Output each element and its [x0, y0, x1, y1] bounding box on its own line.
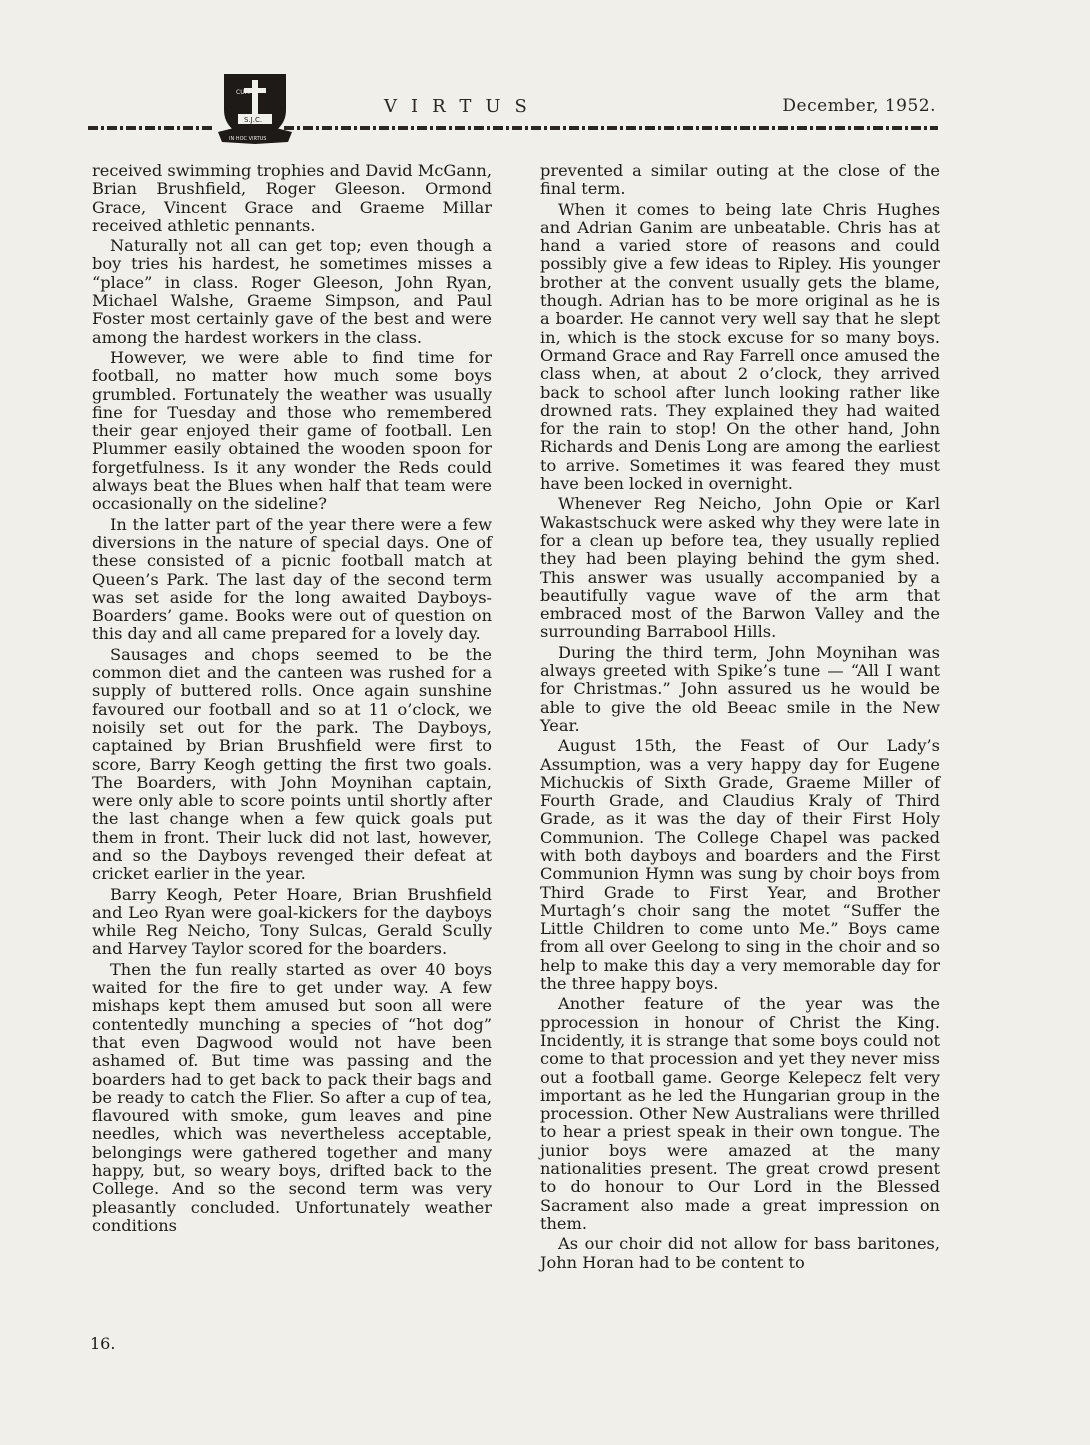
- header-rule-left: [88, 126, 212, 130]
- svg-text:S.J.C.: S.J.C.: [244, 116, 263, 124]
- page-number: 16.: [90, 1334, 116, 1353]
- paragraph: Then the fun really started as over 40 boys waited for the fire to get under way. A few mishaps kept them amused but soon all were contentedly munching a species of “hot dog” that even Dagwood would not have been ashamed of. But time was passing and the boarders had to get back to pack their bags and be ready to catch the Flier. So after a cup of tea, flavoured with smoke, gum leaves and pine needles, which was nevertheless acceptable, belongings were gathered together and many happy, but, so weary boys, drifted back to the College. And so the second term was very pleasantly concluded. Unfortunately weather conditions: [92, 959, 492, 1235]
- paragraph: Naturally not all can get top; even though a boy tries his hardest, he sometimes misses a “place” in class. Roger Gleeson, John Ryan, Michael Walshe, Graeme Simpson, and Paul Foster most certainly gave of the best and were among the hardest workers in the class.: [92, 236, 492, 347]
- paragraph: Another feature of the year was the pprocession in honour of Christ the King. Incidently, it is strange that some boys could not come to that procession and yet they never miss out a football game. George Kelepecz felt very important as he led the Hungarian group in the procession. Other New Australians were thrilled to hear a priest speak in their own tongue. The junior boys were amazed at the many nationalities present. The great crowd present to do honour to Our Lord in the Blessed Sacrament also made a great impression on them.: [540, 994, 940, 1233]
- paragraph: During the third term, John Moynihan was always greeted with Spike’s tune — “All I want for Christmas.” John assured us he would be able to give the old Beeac smile in the New Year.: [540, 642, 940, 735]
- paragraph: However, we were able to find time for football, no matter how much some boys grumbled. Fortunately the weather was usually fine for Tuesday and those who remembered their gear enjoyed their game of football. Len Plummer easily obtained the wooden spoon for forgetfulness. Is it any wonder the Reds could always beat the Blues when half that team were occasionally on the sideline?: [92, 347, 492, 514]
- school-crest-icon: [218, 70, 292, 146]
- page-header: [88, 70, 948, 145]
- paragraph: When it comes to being late Chris Hughes and Adrian Ganim are unbeatable. Chris has at hand a varied store of reasons and could possibly give a few ideas to Ripley. His younger brother at the convent usually gets the blame, though. Adrian has to be more original as he is a boarder. He cannot very well say that he slept in, which is the stock excuse for so many boys. Ormand Grace and Ray Farrell once amused the class when, at about 2 o’clock, they arrived back to school after lunch looking rather like drowned rats. They explained they had waited for the rain to stop! On the other hand, John Richards and Denis Long are among the earliest to arrive. Sometimes it was feared they must have been locked in overnight.: [540, 199, 940, 494]
- issue-date: December, 1952.: [782, 96, 936, 116]
- paragraph: received swimming trophies and David McGann, Brian Brushfield, Roger Gleeson. Ormond Grace, Vincent Grace and Graeme Millar received athletic pennants.: [92, 161, 492, 235]
- paragraph: As our choir did not allow for bass baritones, John Horan had to be content to: [540, 1234, 940, 1272]
- paragraph: Barry Keogh, Peter Hoare, Brian Brushfield and Leo Ryan were goal-kickers for the dayboys while Reg Neicho, Tony Sulcas, Gerald Scully and Harvey Taylor scored for the boarders.: [92, 884, 492, 959]
- paragraph: In the latter part of the year there were a few diversions in the nature of special days. One of these consisted of a picnic football match at Queen’s Park. The last day of the second term was set aside for the long awaited Dayboys-Boarders’ game. Books were out of question on this day and all came prepared for a lovely day.: [92, 514, 492, 644]
- magazine-title: VIRTUS: [384, 96, 541, 117]
- paragraph: Sausages and chops seemed to be the common diet and the canteen was rushed for a supply of buttered rolls. Once again sunshine favoured our football and so at 11 o’clock, we noisily set out for the park. The Dayboys, captained by Brian Brushfield were first to score, Barry Keogh getting the first two goals. The Boarders, with John Moynihan captain, were only able to score points until shortly after the last change when a few quick goals put them in front. Their luck did not last, however, and so the Dayboys revenged their defeat at cricket earlier in the year.: [92, 644, 492, 884]
- right-column: [540, 162, 940, 1274]
- paragraph: August 15th, the Feast of Our Lady’s Assumption, was a very happy day for Eugene Michuckis of Sixth Grade, Graeme Miller of Fourth Grade, and Claudius Kraly of Third Grade, as it was the day of their First Holy Communion. The College Chapel was packed with both dayboys and boarders and the First Communion Hymn was sung by choir boys from Third Grade to First Year, and Brother Murtagh’s choir sang the motet “Suffer the Little Children to come unto Me.” Boys came from all over Geelong to sing in the choir and so help to make this day a very memorable day for the three happy boys.: [540, 736, 940, 994]
- svg-text:CUM: CUM: [236, 89, 250, 96]
- svg-text:IN HOC VIRTUS: IN HOC VIRTUS: [229, 136, 267, 142]
- header-rule-right: [284, 126, 938, 130]
- paragraph: Whenever Reg Neicho, John Opie or Karl Wakastschuck were asked why they were late in for a clean up before tea, they usually replied they had been playing behind the gym shed. This answer was usually accompanied by a beautifully vague wave of the arm that embraced most of the Barwon Valley and the surrounding Barrabool Hills.: [540, 494, 940, 642]
- left-column: [92, 162, 492, 1237]
- paragraph: prevented a similar outing at the close of the final term.: [540, 161, 940, 199]
